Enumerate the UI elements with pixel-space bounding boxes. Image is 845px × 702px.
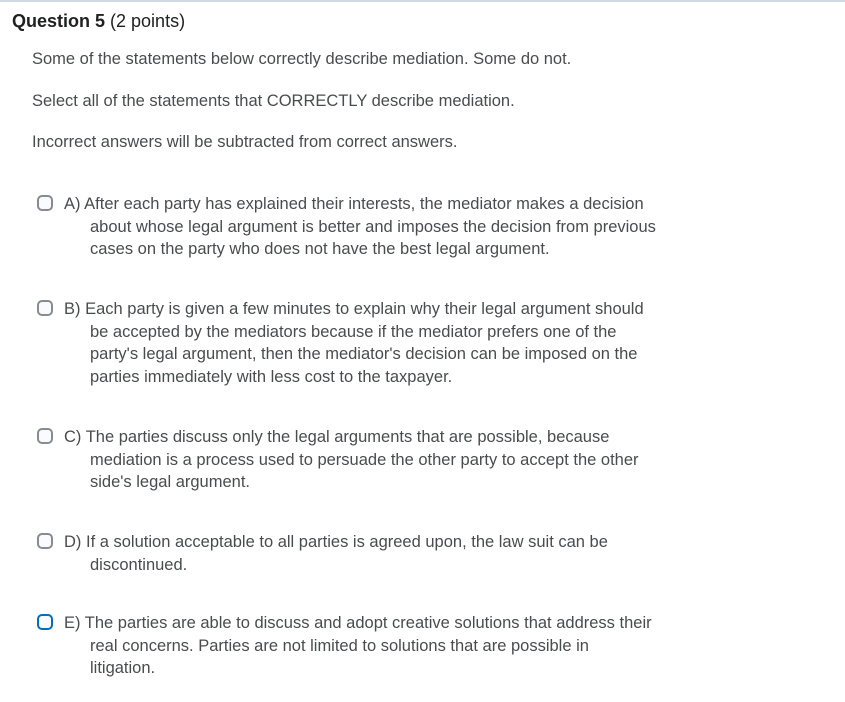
option-line: D) If a solution acceptable to all parties is agreed upon, the law suit can be (64, 533, 608, 551)
option-b-label[interactable] (64, 298, 804, 388)
option-line: party's legal argument, then the mediator's decision can be imposed on the (90, 345, 638, 363)
checkbox-option-a[interactable] (37, 195, 53, 211)
option-line: real concerns. Parties are not limited to solutions that are possible in (90, 636, 589, 655)
option-line: about whose legal argument is better and imposes the decision from previous (90, 217, 656, 236)
checkbox-option-e[interactable] (37, 614, 53, 630)
question-points: (2 points) (110, 11, 186, 31)
option-line: A) After each party has explained their interests, the mediator makes a decision (64, 195, 644, 213)
option-a-label[interactable] (64, 193, 804, 261)
checkbox-option-d[interactable] (37, 533, 53, 549)
option-line: C) The parties discuss only the legal arguments that are possible, because (64, 428, 610, 446)
top-divider (0, 0, 845, 2)
option-line: be accepted by the mediators because if the mediator prefers one of the (90, 322, 617, 341)
checkbox-option-c[interactable] (37, 428, 53, 444)
question-number: Question 5 (12, 11, 106, 31)
option-c-label[interactable] (64, 426, 804, 494)
option-line: litigation. (90, 659, 156, 677)
checkbox-option-b[interactable] (37, 300, 53, 316)
option-line: discontinued. (90, 555, 188, 574)
option-line: E) The parties are able to discuss and adopt creative solutions that address their (64, 614, 652, 632)
option-e-label[interactable] (64, 612, 804, 680)
option-line: cases on the party who does not have the best legal argument. (90, 240, 550, 258)
option-line: mediation is a process used to persuade the other party to accept the other (90, 450, 639, 469)
instruction-text: Incorrect answers will be subtracted from correct answers. (32, 133, 458, 151)
instruction-text: Select all of the statements that CORRECTLY describe mediation. (32, 92, 515, 110)
question-title (12, 9, 185, 33)
option-d-label[interactable] (64, 531, 804, 576)
option-line: side's legal argument. (90, 473, 250, 491)
option-line: parties immediately with less cost to the taxpayer. (90, 367, 453, 386)
instruction-text: Some of the statements below correctly describe mediation. Some do not. (32, 50, 572, 68)
option-line: B) Each party is given a few minutes to explain why their legal argument should (64, 300, 644, 318)
